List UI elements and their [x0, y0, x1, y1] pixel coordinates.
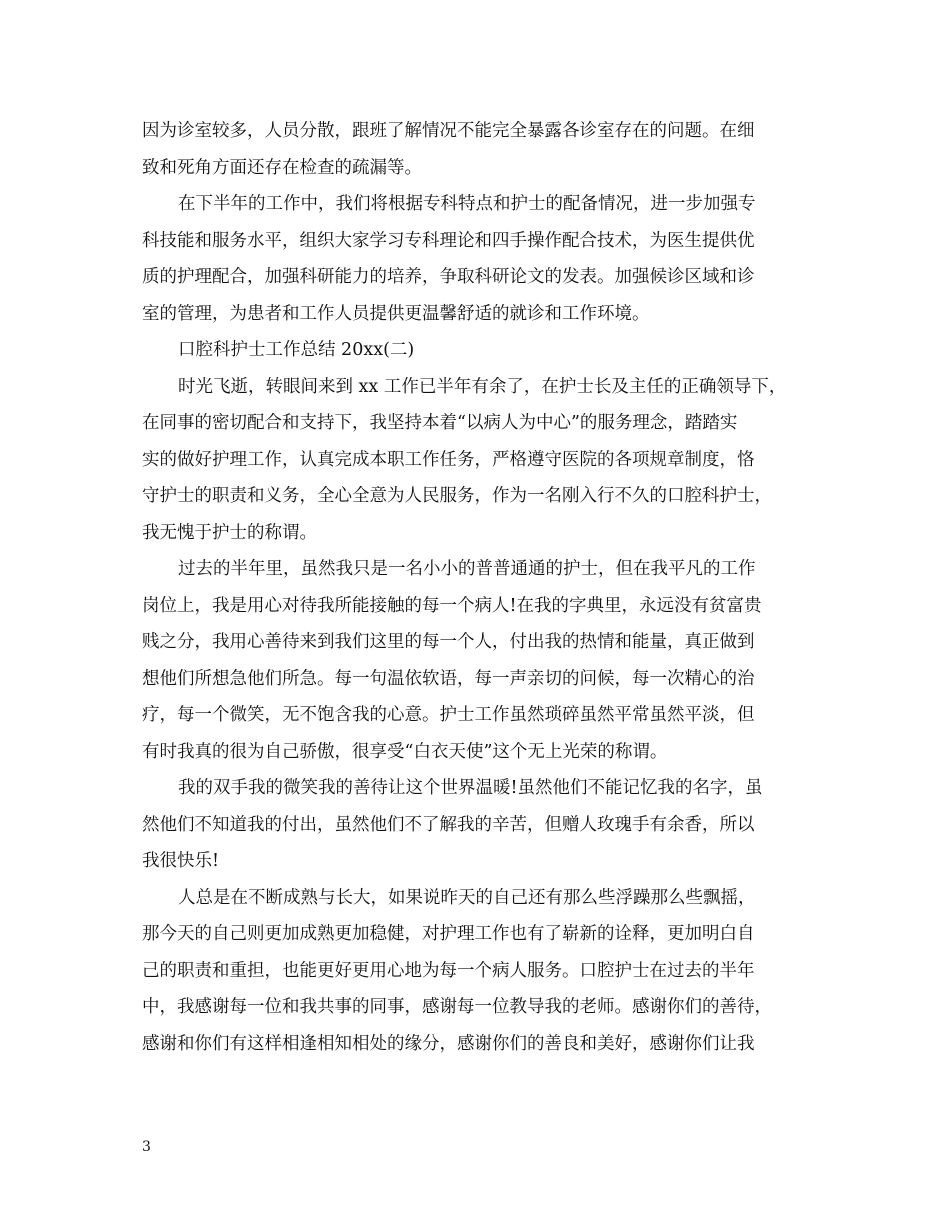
text-line: 中，我感谢每一位和我共事的同事，感谢每一位教导我的老师。感谢你们的善待，	[142, 997, 772, 1017]
paragraph-start: 人总是在不断成熟与长大，如果说昨天的自己还有那么些浮躁那么些飘摇，	[178, 887, 756, 908]
section-heading: 口腔科护士工作总结 20xx(二)	[178, 340, 415, 360]
text-line: 想他们所想急他们所急。每一句温依软语，每一声亲切的问候，每一次精心的治	[142, 668, 755, 689]
paragraph-start: 时光飞逝，转眼间来到 xx 工作已半年有余了，在护士长及主任的正确领导下，	[178, 376, 787, 397]
text-line: 在同事的密切配合和支持下，我坚持本着“以病人为中心”的服务理念，踏踏实	[142, 413, 738, 433]
text-line: 我很快乐!	[142, 851, 220, 871]
text-line: 贱之分，我用心善待来到我们这里的每一个人，付出我的热情和能量，真正做到	[142, 632, 755, 652]
text-line: 致和死角方面还存在检查的疏漏等。	[142, 157, 422, 178]
text-line: 岗位上，我是用心对待我所能接触的每一个病人!在我的字典里，永远没有贫富贵	[142, 595, 762, 616]
text-line: 科技能和服务水平，组织大家学习专科理论和四手操作配合技术，为医生提供优	[142, 230, 755, 251]
paragraph-start: 我的双手我的微笑我的善待让这个世界温暖!虽然他们不能记忆我的名字，虽	[178, 778, 763, 798]
text-line: 守护士的职责和义务，全心全意为人民服务，作为一名刚入行不久的口腔科护士，	[142, 486, 772, 506]
text-line: 室的管理，为患者和工作人员提供更温馨舒适的就诊和工作环境。	[142, 303, 650, 324]
text-line: 有时我真的很为自己骄傲，很享受“白衣天使”这个无上光荣的称谓。	[142, 741, 668, 762]
text-line: 质的护理配合，加强科研能力的培养，争取科研论文的发表。加强候诊区域和诊	[142, 267, 755, 287]
text-line: 我无愧于护士的称谓。	[142, 522, 317, 543]
text-line: 因为诊室较多，人员分散，跟班了解情况不能完全暴露各诊室存在的问题。在细	[142, 121, 755, 141]
text-line: 那今天的自己则更加成熟更加稳健，对护理工作也有了崭新的诠释，更加明白自	[142, 924, 755, 944]
text-line: 己的职责和重担，也能更好更用心地为每一个病人服务。口腔护士在过去的半年	[142, 960, 755, 981]
page-number: 3	[142, 1139, 151, 1155]
text-line: 然他们不知道我的付出，虽然他们不了解我的辛苦，但赠人玫瑰手有余香，所以	[142, 814, 755, 835]
text-line: 疗，每一个微笑，无不饱含我的心意。护士工作虽然琐碎虽然平常虽然平淡，但	[142, 705, 755, 725]
text-line: 感谢和你们有这样相逢相知相处的缘分，感谢你们的善良和美好，感谢你们让我	[142, 1033, 755, 1054]
paragraph-start: 在下半年的工作中，我们将根据专科特点和护士的配备情况，进一步加强专	[178, 194, 756, 214]
body-text	[142, 113, 812, 1062]
text-line: 实的做好护理工作，认真完成本职工作任务，严格遵守医院的各项规章制度，恪	[142, 449, 755, 470]
paragraph-start: 过去的半年里，虽然我只是一名小小的普普通通的护士，但在我平凡的工作	[178, 559, 756, 579]
